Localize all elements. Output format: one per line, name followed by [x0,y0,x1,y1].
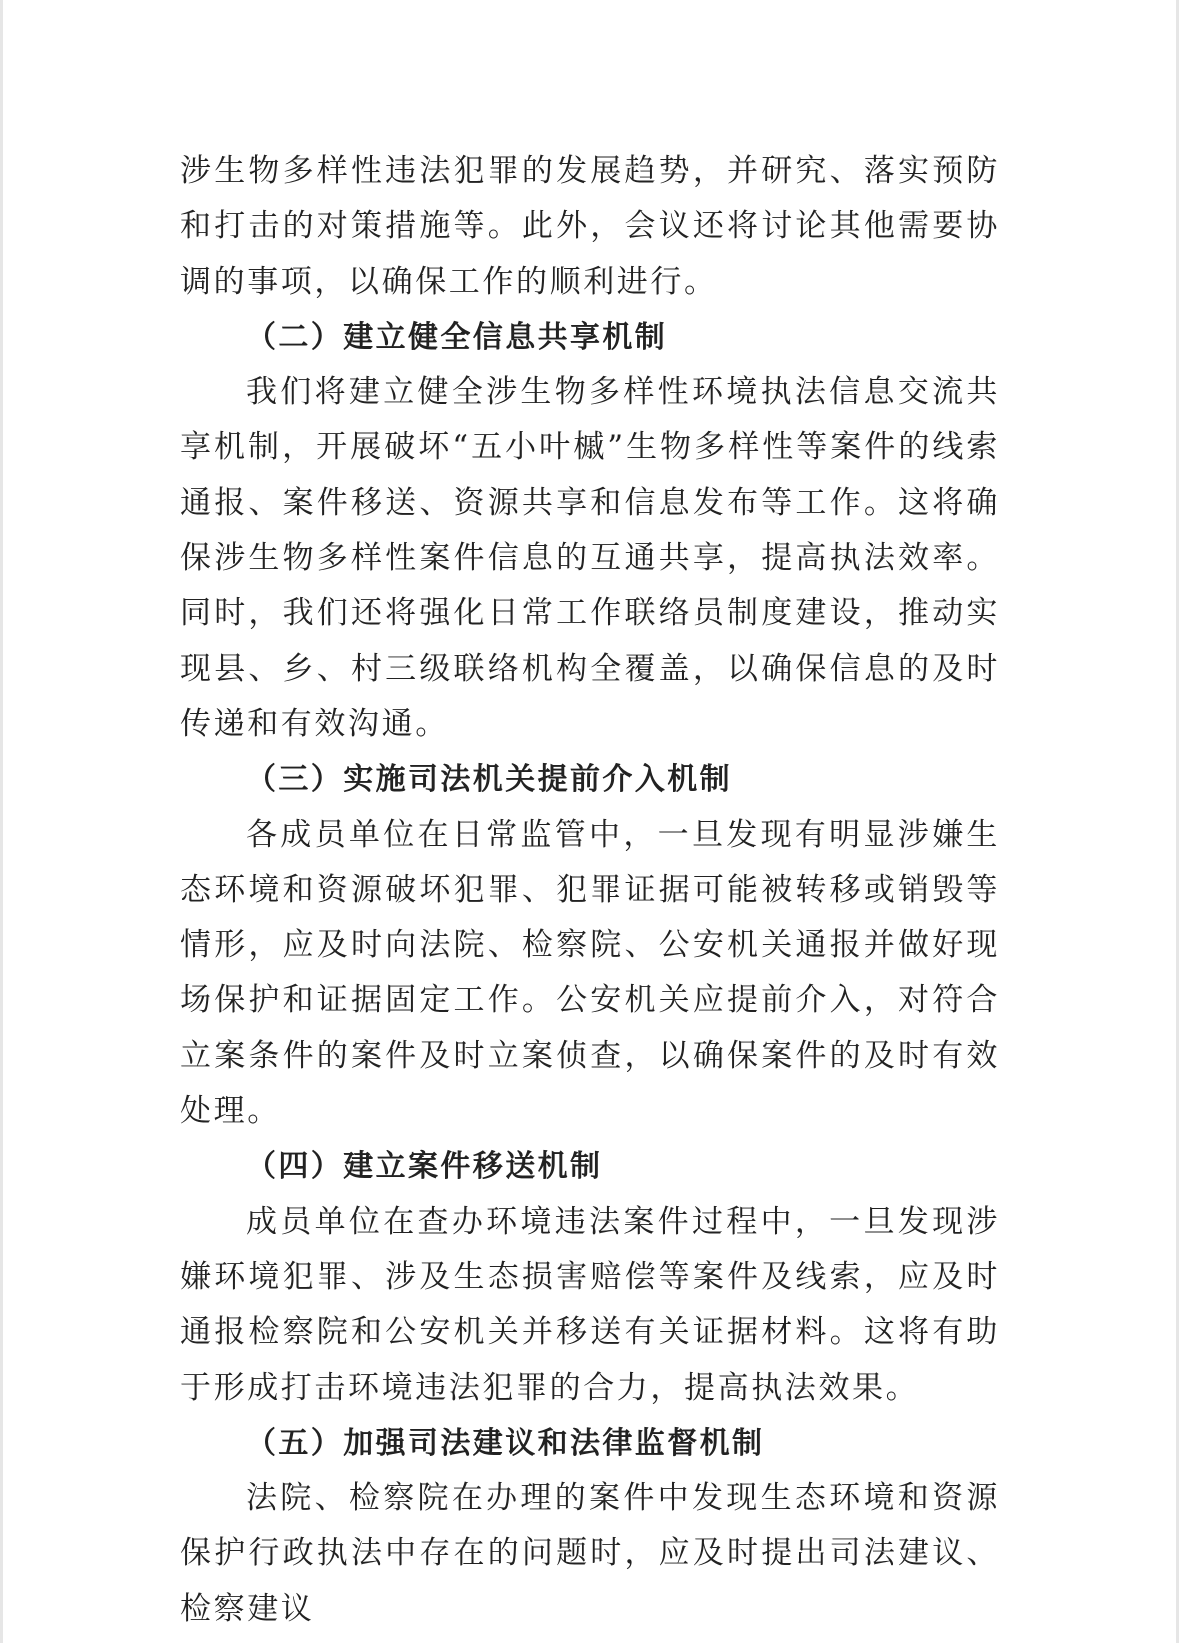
heading-information-sharing: （二）建立健全信息共享机制 [246,319,668,355]
heading-judicial-supervision: （五）加强司法建议和法律监督机制 [246,1425,765,1461]
document-body [180,144,1000,1637]
heading-case-transfer: （四）建立案件移送机制 [246,1149,603,1185]
paragraph-case-transfer: 成员单位在查办环境违法案件过程中，一旦发现涉嫌环境犯罪、涉及生态损害赔偿等案件及线索，应及时通报检察院和公安机关并移送有关证据材料。这将有助于形成打击环境违法犯罪的合力，提高执法效果。 [180,1203,1000,1406]
paragraph-information-sharing: 我们将建立健全涉生物多样性环境执法信息交流共享机制，开展破坏“五小叶槭”生物多样性等案件的线索通报、案件移送、资源共享和信息发布等工作。这将确保涉生物多样性案件信息的互通共享，提高执法效率。同时，我们还将强化日常工作联络员制度建设，推动实现县、乡、村三级联络机构全覆盖，以确保信息的及时传递和有效沟通。 [180,374,1000,742]
paragraph-early-intervention: 各成员单位在日常监管中，一旦发现有明显涉嫌生态环境和资源破坏犯罪、犯罪证据可能被转移或销毁等情形，应及时向法院、检察院、公安机关通报并做好现场保护和证据固定工作。公安机关应提前介入，对符合立案条件的案件及时立案侦查，以确保案件的及时有效处理。 [180,816,1000,1130]
paragraph-judicial-supervision: 法院、检察院在办理的案件中发现生态环境和资源保护行政执法中存在的问题时，应及时提出司法建议、检察建议 [180,1480,1000,1627]
heading-early-intervention: （三）实施司法机关提前介入机制 [246,762,732,798]
paragraph-meeting-continuation: 涉生物多样性违法犯罪的发展趋势，并研究、落实预防和打击的对策措施等。此外，会议还将讨论其他需要协调的事项，以确保工作的顺利进行。 [180,153,1000,300]
page-left-edge [0,0,3,1643]
